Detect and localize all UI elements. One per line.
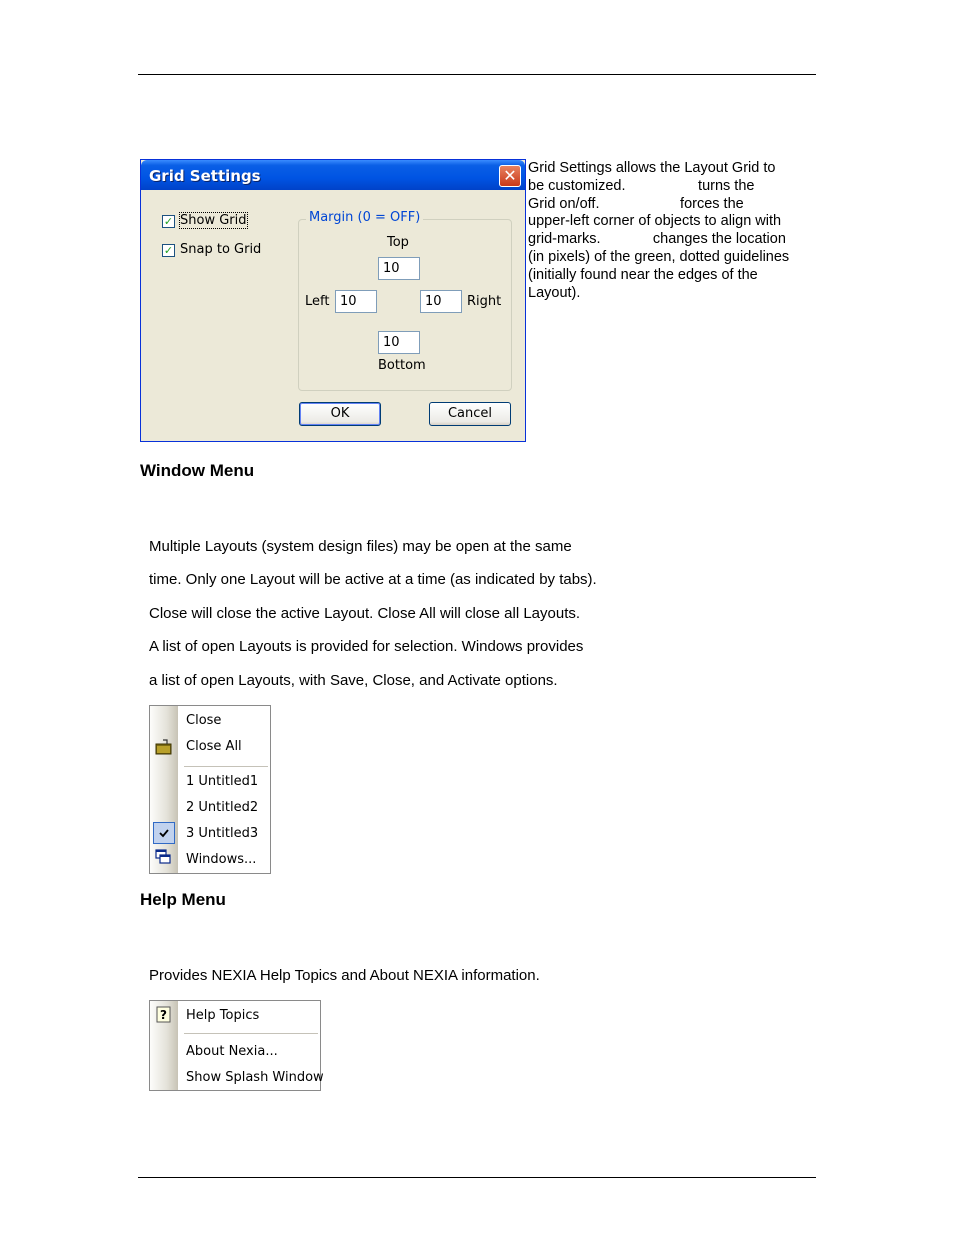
window-menu-heading: Window Menu	[140, 461, 255, 480]
dialog-titlebar[interactable]	[141, 160, 525, 190]
description-line: upper-left corner of objects to align with	[528, 213, 782, 230]
window-menu-paragraph: Close will close the active Layout. Close All will close all Layouts.	[149, 605, 581, 622]
grid-settings-dialog	[140, 159, 526, 442]
description-line: (in pixels) of the green, dotted guidelines	[528, 248, 790, 265]
grid-settings-description	[528, 160, 818, 302]
checkmark-icon	[155, 824, 173, 842]
snap-to-grid-checkbox[interactable]: ✓	[163, 244, 174, 257]
menu-separator	[184, 766, 268, 767]
description-line: grid-marks. changes the location	[528, 231, 786, 248]
description-line: Grid on/off. forces the	[528, 195, 744, 212]
ok-button[interactable]: OK	[299, 402, 381, 426]
close-icon: ✕	[503, 166, 517, 185]
right-margin-input[interactable]: 10	[420, 290, 462, 313]
menu-separator	[184, 1033, 318, 1034]
window-menu-paragraph: a list of open Layouts, with Save, Close, and Activate options.	[149, 672, 558, 689]
svg-text:?: ?	[160, 1008, 167, 1022]
help-menu	[149, 1000, 324, 1091]
description-line: be customized. turns the	[528, 177, 755, 194]
left-margin-input[interactable]: 10	[335, 290, 377, 313]
footer-rule	[138, 1177, 816, 1178]
menu-item-untitled1[interactable]: 1 Untitled1	[186, 774, 259, 789]
margin-group-label: Margin (0 = OFF)	[306, 210, 423, 225]
header-rule	[138, 74, 816, 75]
window-menu	[149, 705, 271, 874]
help-icon	[155, 1006, 173, 1024]
left-label: Left	[305, 294, 330, 309]
menu-item-windows[interactable]: Windows...	[186, 852, 257, 867]
bottom-label: Bottom	[378, 358, 426, 373]
description-line: Grid Settings allows the Layout Grid to	[528, 160, 776, 176]
top-label: Top	[387, 235, 409, 250]
menu-item-splash[interactable]: Show Splash Window	[186, 1070, 324, 1085]
windows-cascade-icon	[155, 848, 173, 866]
window-menu-paragraph: time. Only one Layout will be active at a time (as indicated by tabs).	[149, 571, 597, 588]
help-menu-heading: Help Menu	[140, 890, 226, 909]
right-label: Right	[467, 294, 502, 309]
cancel-button[interactable]: Cancel	[429, 402, 511, 426]
menu-item-close[interactable]: Close	[186, 713, 222, 728]
window-menu-paragraph: A list of open Layouts is provided for selection. Windows provides	[149, 638, 584, 655]
menu-item-close-all[interactable]: Close All	[186, 739, 242, 754]
menu-item-untitled3[interactable]: 3 Untitled3	[186, 826, 259, 841]
snap-to-grid-label[interactable]: Snap to Grid	[180, 242, 262, 257]
bottom-margin-input[interactable]: 10	[378, 331, 420, 354]
menu-item-about[interactable]: About Nexia...	[186, 1044, 278, 1059]
description-line: (initially found near the edges of the	[528, 266, 758, 283]
dialog-close-button[interactable]	[499, 165, 521, 187]
folder-icon	[155, 738, 173, 756]
top-margin-input[interactable]: 10	[378, 257, 420, 280]
description-line: Layout).	[528, 284, 581, 301]
menu-item-help-topics[interactable]: Help Topics	[186, 1008, 260, 1023]
show-grid-checkbox[interactable]: ✓	[163, 215, 174, 228]
window-menu-paragraph: Multiple Layouts (system design files) may be open at the same	[149, 538, 572, 555]
help-menu-paragraph: Provides NEXIA Help Topics and About NEXIA information.	[149, 967, 540, 984]
dialog-body	[144, 190, 522, 438]
show-grid-label[interactable]: Show Grid	[180, 213, 247, 228]
dialog-title: Grid Settings	[149, 167, 261, 185]
menu-item-untitled2[interactable]: 2 Untitled2	[186, 800, 259, 815]
